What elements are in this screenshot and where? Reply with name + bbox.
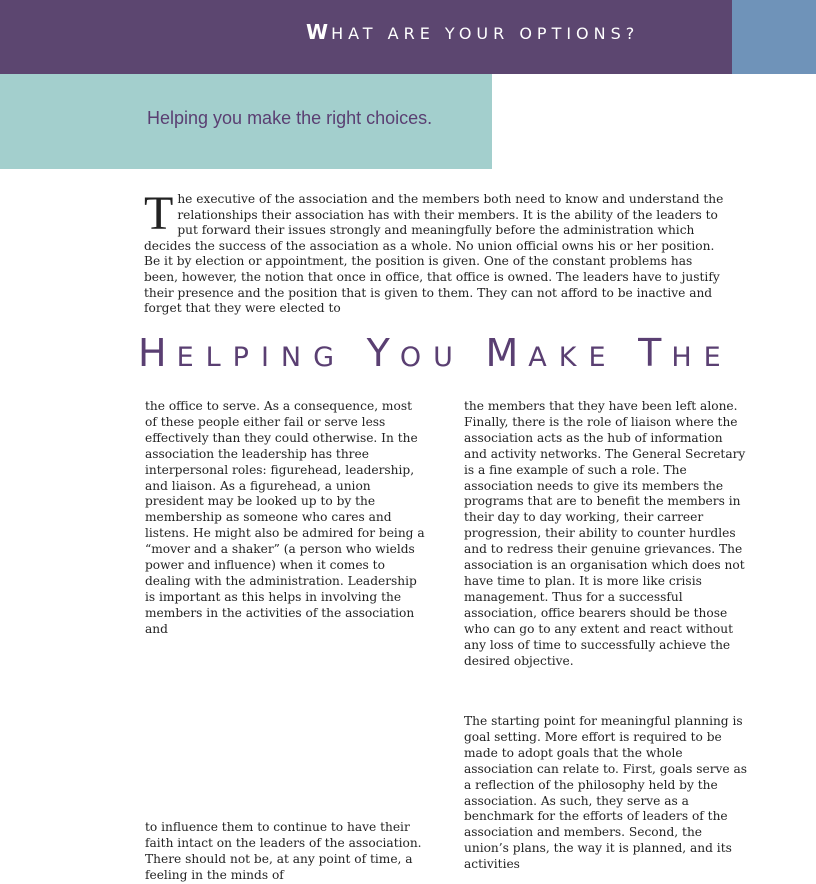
intro-paragraph xyxy=(144,187,724,317)
page-subtitle: Helping you make the right choices. xyxy=(147,108,433,128)
pull-heading: HELPING YOU MAKE THE xyxy=(138,331,733,375)
left-column-bottom-text: to influence them to continue to have their faith intact on the leaders of the association. There should not be, at any point of time, a feeling in the minds of xyxy=(145,820,422,882)
left-column-top-text: the office to serve. As a consequence, most of these people either fail or serve less effectively than they could otherwise. In the association the leadership has three interpersonal roles: figurehead, leadership, and liaison. As a figurehead, a union president may be looked up to by the membership as someone who cares and listens. He might also be admired for being a “mover and a shaker” (a person who wields power and influence) when it comes to dealing with the administration. Leadership is important as this helps in involving the members in the activities of the association and xyxy=(145,399,425,636)
header-accent-block xyxy=(732,0,816,74)
header-title: WHAT ARE YOUR OPTIONS? xyxy=(306,20,640,44)
right-column-paragraph-2: The starting point for meaningful planning is goal setting. More effort is required to be made to adopt goals that the whole association can relate to. First, goals serve as a reflection of the philosophy held by the association. As such, they serve as a benchmark for the efforts of leaders of the association and members. Second, the union’s plans, the way it is planned, and its activities xyxy=(464,714,748,872)
intro-text: he executive of the association and the members both need to know and understand the relationships their association has with their members. It is the ability of the leaders to put forward their issues strongly and meaningfully before the administration which decides the success of the association as a whole. No union official owns his or her position. Be it by election or appointment, the position is given. One of the constant problems has been, however, the notion that once in office, that office is owned. The leaders have to justify their presence and the position that is given to them. They can not afford to be inactive and forget that they were elected to xyxy=(144,192,724,316)
right-column-paragraph-1: the members that they have been left alone. Finally, there is the role of liaison where the association acts as the hub of information and activity networks. The General Secretary is a fine example of such a role. The association needs to give its members the programs that are to benefit the members in their day to day working, their carreer progression, their ability to counter hurdles and to redress their genuine grievances. The association is an organisation which does not have time to plan. It is more like crisis management. Thus for a successful association, office bearers should be those who can go to any extent and react without any loss of time to successfully achieve the desired objective. xyxy=(464,399,746,668)
drop-cap: T xyxy=(144,187,174,240)
